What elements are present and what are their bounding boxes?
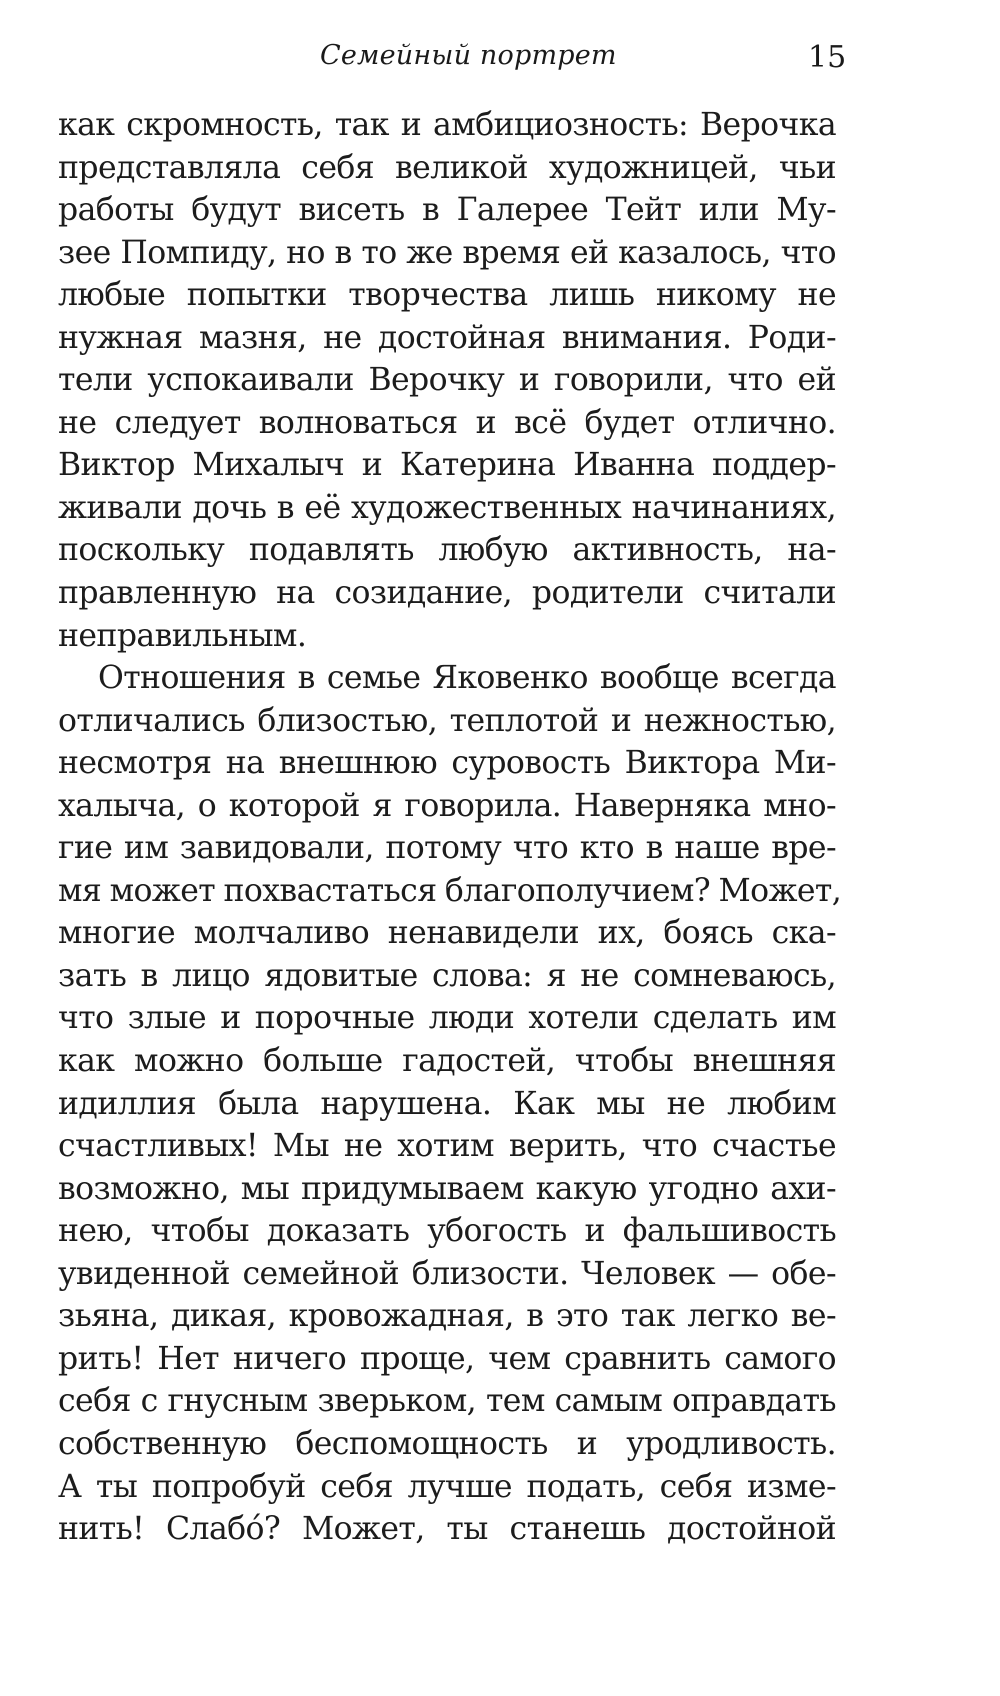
running-title: Семейный портрет [320, 40, 617, 71]
text-line: что злые и порочные люди хотели сделать им [58, 1000, 836, 1037]
paragraph-first-line: Отношения в семье Яковенко вообще всегда [98, 660, 836, 697]
text-line: как можно больше гадостей, чтобы внешняя [58, 1043, 836, 1080]
text-line: представляла себя великой художницей, чьи [58, 149, 836, 186]
text-line: любые попытки творчества лишь никому не [58, 277, 836, 314]
text-line: многие молчаливо ненавидели их, боясь ска- [58, 915, 836, 952]
text-line: А ты попробуй себя лучше подать, себя изме- [58, 1468, 836, 1505]
text-line: тели успокаивали Верочку и говорили, что ей [58, 362, 836, 399]
text-line: мя может похвастаться благополучием? Может, [58, 872, 842, 909]
text-line: возможно, мы придумываем какую угодно ахи- [58, 1170, 836, 1207]
text-line: отличались близостью, теплотой и нежностью, [58, 702, 836, 739]
text-line: себя с гнусным зверьком, тем самым оправдать [58, 1383, 836, 1420]
text-line: гие им завидовали, потому что кто в наше вре- [58, 830, 836, 867]
text-line: несмотря на внешнюю суровость Виктора Ми- [58, 745, 836, 782]
text-line: счастливых! Мы не хотим верить, что счастье [58, 1128, 836, 1165]
text-line: идиллия была нарушена. Как мы не любим [58, 1085, 836, 1122]
text-line: зее Помпиду, но в то же время ей казалось, что [58, 234, 836, 271]
text-line: зать в лицо ядовитые слова: я не сомневаюсь, [58, 957, 836, 994]
text-line: как скромность, так и амбициозность: Верочка [58, 107, 836, 143]
text-line: нужная мазня, не достойная внимания. Роди- [58, 319, 836, 356]
text-line: собственную беспомощность и уродливость. [58, 1425, 836, 1462]
text-line: Виктор Михалыч и Катерина Иванна поддер- [58, 447, 836, 484]
text-line: живали дочь в её художественных начинаниях, [58, 489, 836, 526]
text-line: правленную на созидание, родители считали [58, 575, 836, 612]
text-line: работы будут висеть в Галерее Тейт или Му- [58, 192, 836, 229]
text-line: нею, чтобы доказать убогость и фальшивость [58, 1213, 836, 1250]
page-number: 15 [808, 40, 847, 75]
text-line: халыча, о которой я говорила. Наверняка мно- [58, 787, 836, 824]
text-line: неправильным. [58, 617, 307, 654]
body-text [58, 104, 842, 1551]
text-line: увиденной семейной близости. Человек — обе- [58, 1255, 836, 1292]
text-line: зьяна, дикая, кровожадная, в это так легко ве- [58, 1298, 836, 1335]
text-line: поскольку подавлять любую активность, на- [58, 532, 836, 569]
text-line: не следует волноваться и всё будет отлично. [58, 404, 836, 441]
text-line: рить! Нет ничего проще, чем сравнить самого [58, 1340, 836, 1377]
text-line: нить! Слабó? Может, ты станешь достойной [58, 1511, 836, 1548]
